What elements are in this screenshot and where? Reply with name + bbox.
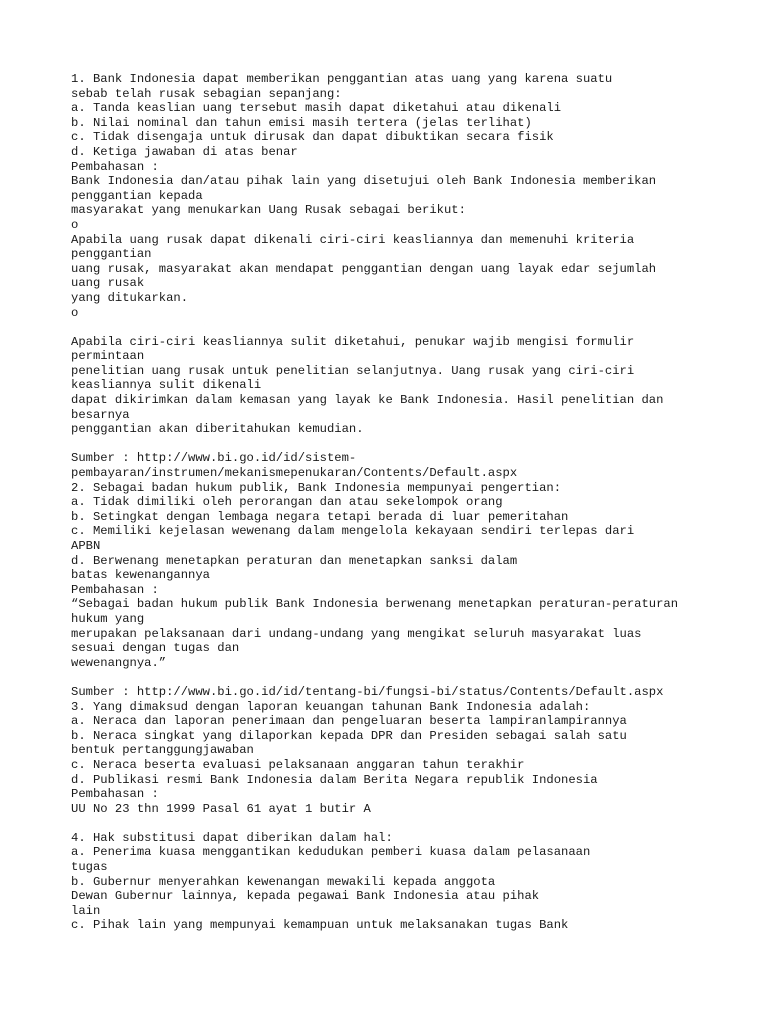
text-line: 3. Yang dimaksud dengan laporan keuangan tahunan Bank Indonesia adalah: xyxy=(71,699,591,714)
text-line: pembayaran/instrumen/mekanismepenukaran/Contents/Default.aspx xyxy=(71,466,518,481)
text-line: dapat dikirimkan dalam kemasan yang layak ke Bank Indonesia. Hasil penelitian dan xyxy=(71,393,664,408)
text-line: yang ditukarkan. xyxy=(71,290,189,305)
text-line: b. Setingkat dengan lembaga negara tetapi berada di luar pemeritahan xyxy=(71,509,569,524)
text-line: sesuai dengan tugas dan xyxy=(71,641,240,656)
text-line: Sumber : http://www.bi.go.id/id/tentang-bi/fungsi-bi/status/Contents/Default.aspx xyxy=(71,684,664,699)
text-line: Apabila uang rusak dapat dikenali ciri-ciri keasliannya dan memenuhi kriteria xyxy=(71,232,635,247)
text-line: keasliannya sulit dikenali xyxy=(71,378,262,393)
text-line: Pembahasan : xyxy=(71,582,159,597)
text-line: a. Penerima kuasa menggantikan kedudukan pemberi kuasa dalam pelasanaan xyxy=(71,845,591,860)
text-line: penggantian akan diberitahukan kemudian. xyxy=(71,422,364,437)
text-line: sebab telah rusak sebagian sepanjang: xyxy=(71,86,342,101)
text-line: merupakan pelaksanaan dari undang-undang yang mengikat seluruh masyarakat luas xyxy=(71,626,642,641)
text-line: APBN xyxy=(71,539,101,553)
text-line: penggantian kepada xyxy=(71,188,203,203)
text-line: penggantian xyxy=(71,247,152,262)
text-line: besarnya xyxy=(71,407,130,422)
text-line: b. Gubernur menyerahkan kewenangan mewakili kepada anggota xyxy=(71,874,496,889)
text-line: Pembahasan : xyxy=(71,787,159,802)
text-line: tugas xyxy=(71,860,108,875)
text-line: c. Memiliki kejelasan wewenang dalam mengelola kekayaan sendiri terlepas dari xyxy=(71,524,635,539)
blank-line xyxy=(71,437,711,452)
text-line: d. Berwenang menetapkan peraturan dan menetapkan sanksi dalam xyxy=(71,553,518,568)
text-line: a. Neraca dan laporan penerimaan dan pengeluaran beserta lampiranlampirannya xyxy=(71,714,627,729)
text-line: b. Nilai nominal dan tahun emisi masih tertera (jelas terlihat) xyxy=(71,115,532,130)
text-line: Sumber : http://www.bi.go.id/id/sistem- xyxy=(71,451,357,466)
text-line: o xyxy=(71,305,79,320)
text-line: Bank Indonesia dan/atau pihak lain yang disetujui oleh Bank Indonesia memberikan xyxy=(71,174,657,189)
text-line: Pembahasan : xyxy=(71,159,159,174)
text-line: c. Tidak disengaja untuk dirusak dan dapat dibuktikan secara fisik xyxy=(71,130,554,145)
text-line: a. Tanda keaslian uang tersebut masih dapat diketahui atau dikenali xyxy=(71,101,562,116)
blank-line xyxy=(71,816,711,831)
text-line: c. Neraca beserta evaluasi pelaksanaan anggaran tahun terakhir xyxy=(71,757,525,772)
text-line: d. Publikasi resmi Bank Indonesia dalam Berita Negara republik Indonesia xyxy=(71,772,598,787)
text-line: a. Tidak dimiliki oleh perorangan dan atau sekelompok orang xyxy=(71,495,503,510)
text-line: hukum yang xyxy=(71,611,145,626)
text-line: Apabila ciri-ciri keasliannya sulit diketahui, penukar wajib mengisi formulir xyxy=(71,334,635,349)
text-line: lain xyxy=(71,903,101,918)
text-line: 4. Hak substitusi dapat diberikan dalam hal: xyxy=(71,830,393,845)
text-line: permintaan xyxy=(71,349,145,364)
text-line: 1. Bank Indonesia dapat memberikan penggantian atas uang yang karena suatu xyxy=(71,72,613,86)
blank-line xyxy=(71,670,711,685)
text-line: 2. Sebagai badan hukum publik, Bank Indonesia mempunyai pengertian: xyxy=(71,480,562,495)
blank-line xyxy=(71,320,711,335)
text-line: UU No 23 thn 1999 Pasal 61 ayat 1 butir A xyxy=(71,801,371,816)
text-line: c. Pihak lain yang mempunyai kemampuan untuk melaksanakan tugas Bank xyxy=(71,918,569,933)
text-line: “Sebagai badan hukum publik Bank Indonesia berwenang menetapkan peraturan-peraturan xyxy=(71,597,679,612)
text-line: bentuk pertanggungjawaban xyxy=(71,743,254,758)
text-line: penelitian uang rusak untuk penelitian selanjutnya. Uang rusak yang ciri-ciri xyxy=(71,363,635,378)
text-line: d. Ketiga jawaban di atas benar xyxy=(71,144,298,159)
text-line: uang rusak xyxy=(71,276,145,291)
text-line: uang rusak, masyarakat akan mendapat penggantian dengan uang layak edar sejumlah xyxy=(71,261,657,276)
text-line: b. Neraca singkat yang dilaporkan kepada DPR dan Presiden sebagai salah satu xyxy=(71,728,627,743)
text-line: wewenangnya.” xyxy=(71,655,167,670)
text-line: batas kewenangannya xyxy=(71,568,210,583)
text-line: o xyxy=(71,217,79,232)
document-body xyxy=(71,72,711,933)
text-line: Dewan Gubernur lainnya, kepada pegawai Bank Indonesia atau pihak xyxy=(71,889,540,904)
text-line: masyarakat yang menukarkan Uang Rusak sebagai berikut: xyxy=(71,203,466,218)
